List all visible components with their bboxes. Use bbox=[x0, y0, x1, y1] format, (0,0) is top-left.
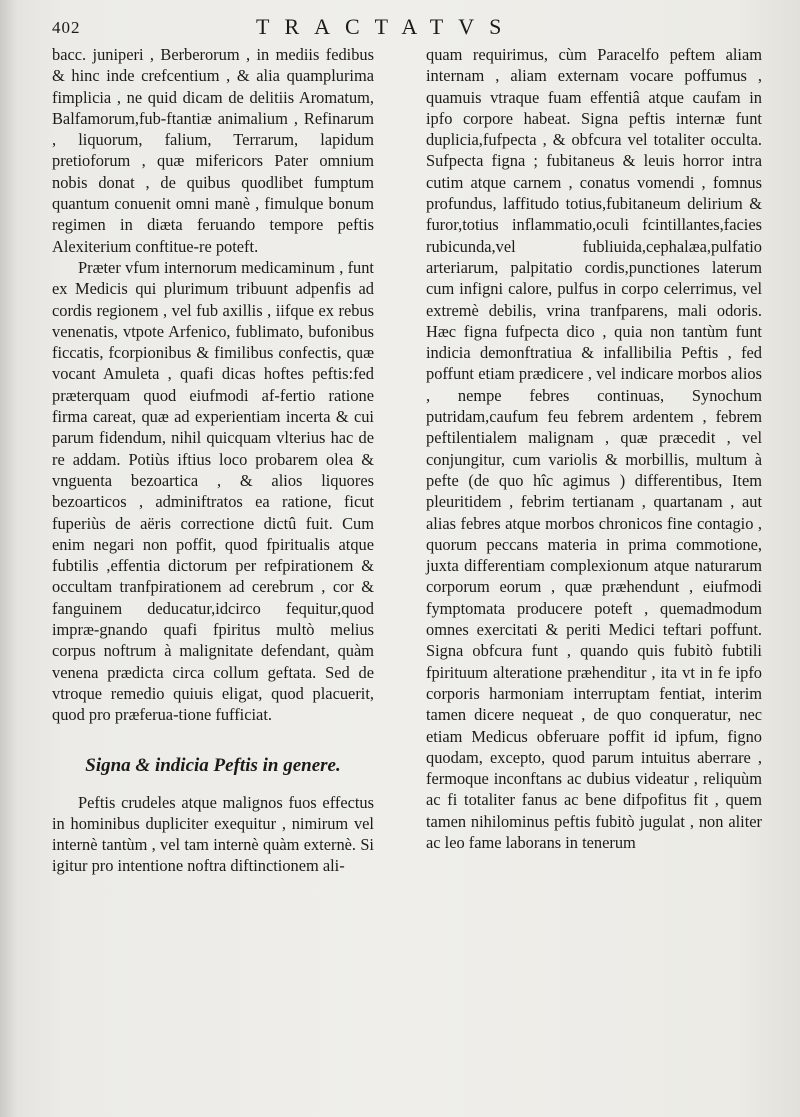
section-heading: Signa & indicia Peftis in genere. bbox=[85, 754, 341, 776]
page-number: 402 bbox=[52, 18, 81, 37]
left-column bbox=[52, 44, 374, 877]
binding-shadow bbox=[0, 0, 18, 1117]
right-column bbox=[426, 44, 762, 853]
running-head: TRACTATVS bbox=[256, 14, 517, 39]
page-header bbox=[0, 14, 800, 42]
right-paragraph-1: quam requirimus, cùm Paracelfo peftem aliam internam , aliam externam vocare poffumus , quamuis vtraque fuam effentiâ atque caufam in ipfo corpore habeat. Signa peftis internæ funt duplicia,fufpecta , & obfcura vel totaliter occulta. Sufpecta figna ; fubitaneus & leuis horror intra cutim atque carnem , conatus vomendi , fomnus profundus, laffitudo totius,fubitaneum delirium & furor,totius inflammatio,oculi fcintillantes,facies rubicunda,vel fubliuida,cephalæa,pulfatio arteriarum, palpitatio cordis,punctiones laterum cum infigni calore, pulfus in corpo celerrimus, vel extremè debilis, vrina tranfparens, mali odoris. Hæc figna fufpecta dico , quia non tantùm funt indicia demonftratiua & infallibilia Peftis , fed poffunt etiam prædicere , vel indicare morbos alios , nempe febres continuas, Synochum putridam,caufum feu febrem ardentem , febrem peftilentialem malignam , quæ præcedit , vel conjungitur, cum variolis & morbillis, multum à pefte (de quo hîc agimus ) differentibus, Item pleuritidem , febrim tertianam , quartanam , aut alias febres atque morbos chronicos fine contagio , quorum peccans materia in prima commotione, juxta differentiam complexionum atque naturarum corporum eorum , quæ præhendunt , eiufmodi fymptomata producere poteft , quemadmodum omnes exercitati & periti Medici teftari poffunt. Signa obfcura funt , quando quis fubitò fubtili fpirituum alteratione præhenditur , ita vt in fe ipfo corporis harmoniam interruptam fentiat, interim tamen dicere nequeat , de quo conqueratur, nec etiam Medicus obferuare poffit id ipfum, figno quodam, excepto, quod parum intuitus aberrare , fermoque inconftans ac dubius videatur , reliquùm ac fi totaliter fanus ac bene difpofitus fit , quem tamen nihilominus peftis fubitò jugulat , non aliter ac leo fame laborans in tenerum bbox=[426, 45, 762, 852]
left-paragraph-3: Peftis crudeles atque malignos fuos effectus in hominibus dupliciter exequitur , nimirum vel internè tantùm , vel tam internè quàm externè. Si igitur pro intentione noftra diftinctionem ali- bbox=[52, 792, 374, 876]
left-paragraph-1: bacc. juniperi , Berberorum , in mediis fedibus & hinc inde crefcentium , & alia quamplurima fimplicia , ne quid dicam de delitiis Aromatum, Balfamorum,fub-ftantiæ animalium , Refinarum , liquorum, falium, Terrarum, lapidum pretioforum , quæ mifericors Pater omnium nobis donat , de quibus quodlibet fumptum quantum conuenit omni manè , fimulque bonum regimen in diæta feruando tempore peftis Alexiterium conftitue-re poteft. bbox=[52, 45, 374, 256]
left-paragraph-2: Præter vfum internorum medicaminum , funt ex Medicis qui plurimum tribuunt adpenfis ad cordis regionem , vel fub axillis , iifque ex rebus venenatis, vtpote Arfenico, fublimato, bufonibus ficcatis, fcorpionibus & fimilibus confectis, quæ vocant Amuleta , quafi dicas hoftes peftis:fed præterquam quod eiufmodi af-fertio ratione firma careat, quæ ad experientiam incerta & cui parum fidendum, nihil quicquam vlterius hac de re addam. Potiùs iftius loco probarem olea & vnguenta bezoartica , & alios liquores bezoarticos , adminiftratos ea ratione, ficut fuperiùs de aëris correctione dictû fuit. Cum enim negari non poffit, quod fpiritualis atque fubtilis ,effentia dictorum per refpirationem & occultam tranfpirationem ad cerebrum , cor & fanguinem deducatur,idcirco fequitur,quod impræ-gnando quafi fpiritus multò melius corpus noftrum à malignitate defendant, quàm venena prædicta circa collum geftata. Sed de vtroque remedio quiuis eligat, quod placuerit, quod pro præferua-tione fufficiat. bbox=[52, 257, 374, 725]
